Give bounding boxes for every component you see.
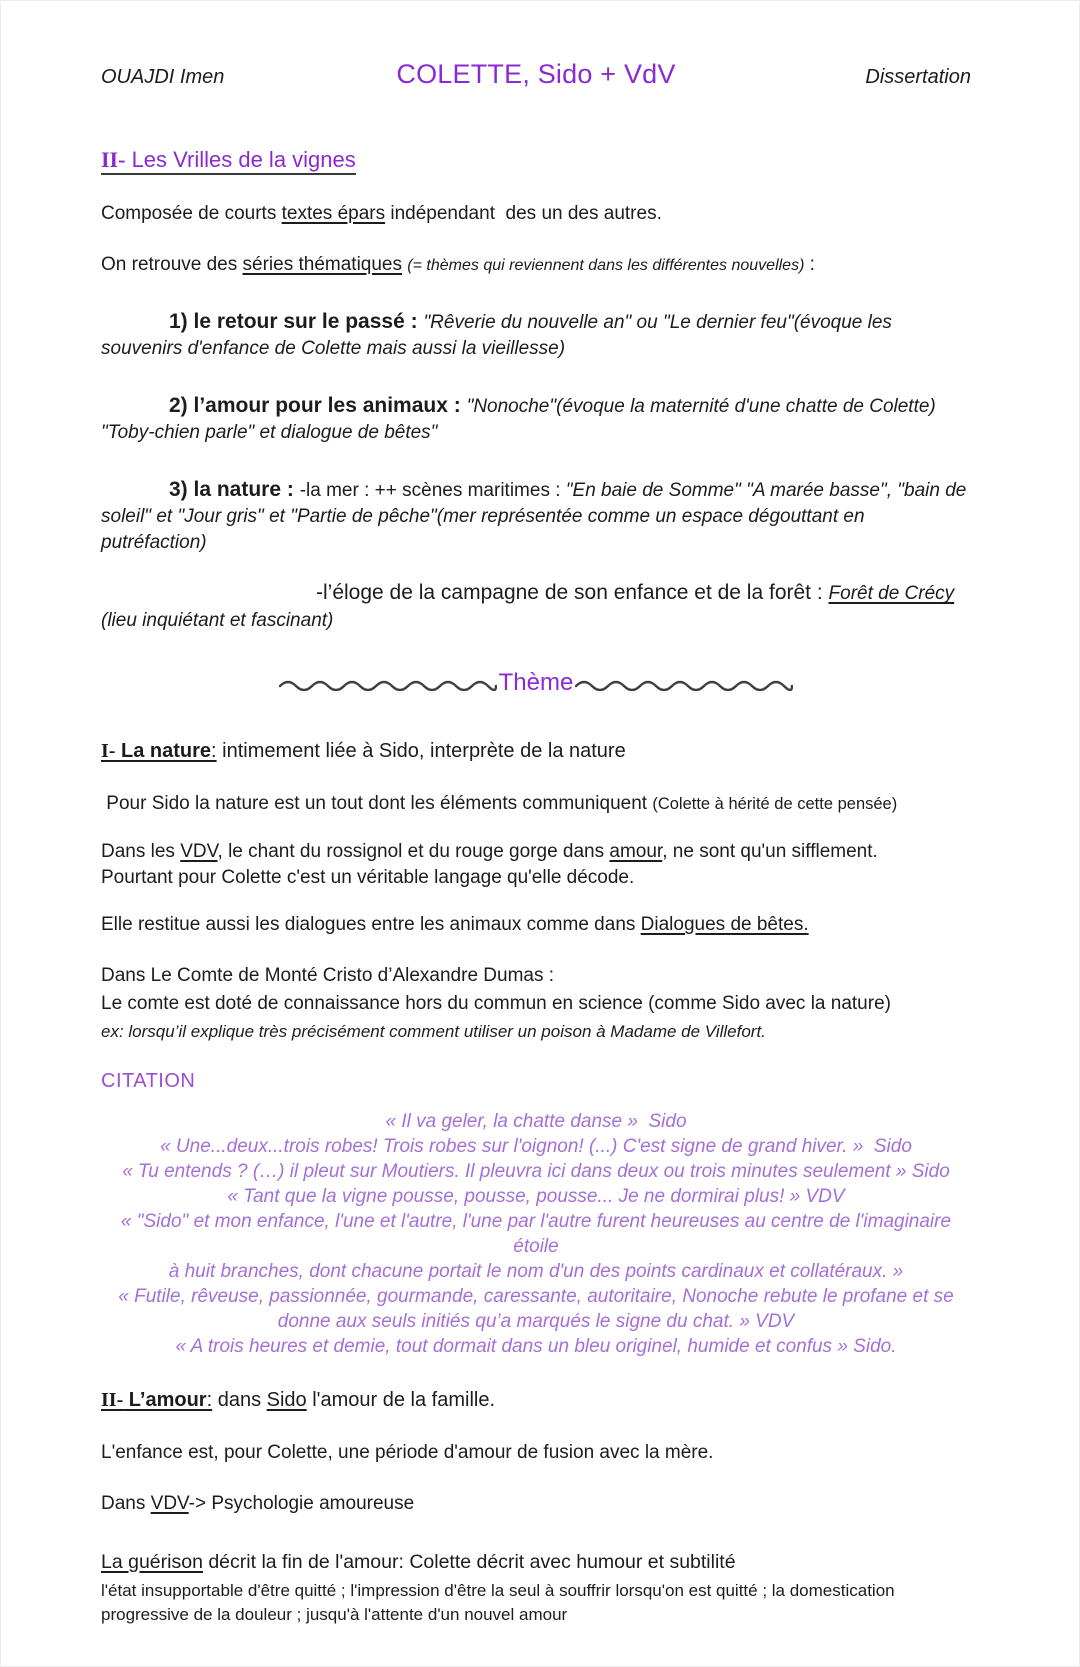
text-run: Dans les xyxy=(101,840,181,862)
paragraph-guerison xyxy=(101,1549,971,1575)
text-run: l'amour de la famille. xyxy=(306,1388,496,1411)
citation-line: « "Sido" et mon enfance, l'une et l'autre, l'une par l'autre furent heureuses au centre de l'imaginaire étoile xyxy=(120,1210,952,1257)
citation-line: « Futile, rêveuse, passionnée, gourmande, caressante, autoritaire, Nonoche rebute le profane et se xyxy=(118,1285,954,1307)
paragraph-series-thematiques xyxy=(101,252,971,278)
citation-line: « Tu entends ? (…) il pleut sur Moutiers. Il pleuvra ici dans deux ou trois minutes seulement » Sido xyxy=(122,1160,950,1182)
text-run: séries thématiques xyxy=(242,254,402,276)
text-run: Les Vrilles de la vignes xyxy=(125,147,355,175)
text-run: indépendant des un des autres. xyxy=(385,202,662,224)
text-run: Dans xyxy=(101,1493,151,1515)
text-run: L'enfance est, pour Colette, une période d'amour de fusion avec la mère. xyxy=(101,1441,714,1463)
wavy-line-right-icon xyxy=(575,677,793,691)
text-run: -l’éloge de la campagne de son enfance et de la forêt : xyxy=(316,581,829,605)
text-run: (= thèmes qui reviennent dans les différentes nouvelles) xyxy=(407,257,805,275)
citation-line: « Une...deux...trois robes! Trois robes sur l'oignon! (...) C'est signe de grand hiver. » Sido xyxy=(160,1135,912,1157)
citation-line: « A trois heures et demie, tout dormait dans un bleu originel, humide et confus » Sido. xyxy=(175,1335,897,1357)
text-run: Dans Le Comte de Monté Cristo d’Alexandre Dumas : xyxy=(101,964,555,986)
paragraph-monte-cristo xyxy=(101,962,971,1046)
section-heading-vrilles xyxy=(101,146,971,175)
text-run: (lieu inquiétant et fascinant) xyxy=(101,609,334,631)
item-nature xyxy=(101,476,971,556)
author-name: OUAJDI Imen xyxy=(101,66,225,88)
text-run: "Toby-chien parle" et dialogue de bêtes" xyxy=(101,422,438,444)
text-run: -> Psychologie amoureuse xyxy=(188,1493,415,1515)
citation-label xyxy=(101,1070,971,1093)
theme-heading: Thème xyxy=(498,669,574,697)
text-run: : xyxy=(804,254,815,276)
text-run: La guérison xyxy=(101,1550,203,1573)
text-run: 1) le retour sur le passé : xyxy=(169,309,424,333)
text-run: Dialogues de bêtes. xyxy=(640,914,809,936)
theme-divider xyxy=(101,669,971,698)
text-run: l'état insupportable d'être quitté ; l'impression d'être la seul à souffrir lorsqu'on est quitté ; la domestication xyxy=(101,1581,895,1601)
item-amour-animaux xyxy=(101,392,971,446)
text-run: "Rêverie du nouvelle an" ou "Le dernier feu"(évoque les xyxy=(423,311,892,333)
document-blocks-top xyxy=(101,146,971,633)
paragraph-psychologie xyxy=(101,1491,971,1517)
text-run: -la mer : ++ scènes maritimes : xyxy=(299,479,566,501)
text-run: intimement liée à Sido, interprète de la nature xyxy=(216,740,626,763)
wavy-line-left-icon xyxy=(279,677,497,691)
text-run: II- xyxy=(101,147,125,175)
text-run: "En baie de Somme" "A marée basse", "bain de xyxy=(565,479,967,501)
text-run: Composée de courts xyxy=(101,202,282,224)
document-type-label: Dissertation xyxy=(865,66,971,88)
paragraph-enfance xyxy=(101,1440,971,1466)
text-run: amour xyxy=(609,840,663,862)
text-run: Pour Sido la nature est un tout dont les éléments communiquent xyxy=(101,793,653,815)
text-run: (Colette à hérité de cette pensée) xyxy=(652,795,898,814)
text-run: CITATION xyxy=(101,1069,196,1092)
text-run: I- xyxy=(101,740,116,763)
text-run: Forêt de Crécy xyxy=(828,583,955,605)
citations-block xyxy=(101,1109,971,1359)
text-run: dans xyxy=(212,1388,267,1411)
text-run: soleil" et "Jour gris" et "Partie de pêche"(mer représentée comme un espace dégouttant en putréfaction) xyxy=(101,506,865,553)
text-run: 3) la nature : xyxy=(169,477,300,501)
text-run: On retrouve des xyxy=(101,254,243,276)
citation-line: donne aux seuls initiés qu’a marqués le signe du chat. » VDV xyxy=(277,1310,795,1332)
section-heading-amour xyxy=(101,1387,971,1414)
text-run: Elle restitue aussi les dialogues entre les animaux comme dans xyxy=(101,914,641,936)
text-run: textes épars xyxy=(281,202,386,224)
item-retour-passe xyxy=(101,308,971,362)
document-blocks-bottom xyxy=(101,738,971,1626)
paragraph-etat-insupportable xyxy=(101,1579,971,1626)
citation-line: à huit branches, dont chacune portait le nom d'un des points cardinaux et collatéraux. » xyxy=(168,1260,904,1282)
text-run: , ne sont qu'un sifflement. xyxy=(662,840,878,862)
citation-line: « Tant que la vigne pousse, pousse, pousse... Je ne dormirai plus! » VDV xyxy=(227,1185,845,1207)
text-run: "Nonoche"(évoque la maternité d'une chatte de Colette) xyxy=(466,395,936,417)
paragraph-pour-sido xyxy=(101,791,971,817)
document-page-inner xyxy=(1,1,1080,1666)
text-run: , le chant du rossignol et du rouge gorge dans xyxy=(217,840,610,862)
text-run: La nature xyxy=(115,740,212,763)
text-run: souvenirs d'enfance de Colette mais aussi la vieillesse) xyxy=(101,338,566,360)
paragraph-dialogues-betes xyxy=(101,912,971,938)
paragraph-composee xyxy=(101,201,971,227)
text-run: : xyxy=(206,1388,213,1411)
page-title: COLETTE, Sido + VdV xyxy=(396,59,676,89)
text-run: ex: lorsqu’il explique très précisément comment utiliser un poison à Madame de Villefort. xyxy=(101,1021,766,1041)
text-run: Le comte est doté de connaissance hors du commun en science (comme Sido avec la nature) xyxy=(101,992,891,1014)
text-run: Pourtant pour Colette c'est un véritable langage qu'elle décode. xyxy=(101,866,635,888)
text-run: VDV xyxy=(180,840,218,862)
text-run: II- xyxy=(101,1388,124,1411)
paragraph-vdv-rossignol xyxy=(101,839,971,890)
section-heading-nature xyxy=(101,738,971,765)
text-run: progressive de la douleur ; jusqu'à l'attente d'un nouvel amour xyxy=(101,1604,568,1624)
text-run: 2) l’amour pour les animaux : xyxy=(169,393,467,417)
text-run: : xyxy=(211,740,217,763)
text-run: L’amour xyxy=(123,1388,207,1411)
text-run: Sido xyxy=(266,1388,307,1411)
item-eloge-campagne xyxy=(101,579,971,633)
text-run: VDV xyxy=(150,1493,189,1515)
citation-line: « Il va geler, la chatte danse » Sido xyxy=(385,1110,687,1132)
document-header xyxy=(101,59,971,90)
text-run: décrit la fin de l'amour: Colette décrit avec humour et subtilité xyxy=(202,1550,736,1573)
